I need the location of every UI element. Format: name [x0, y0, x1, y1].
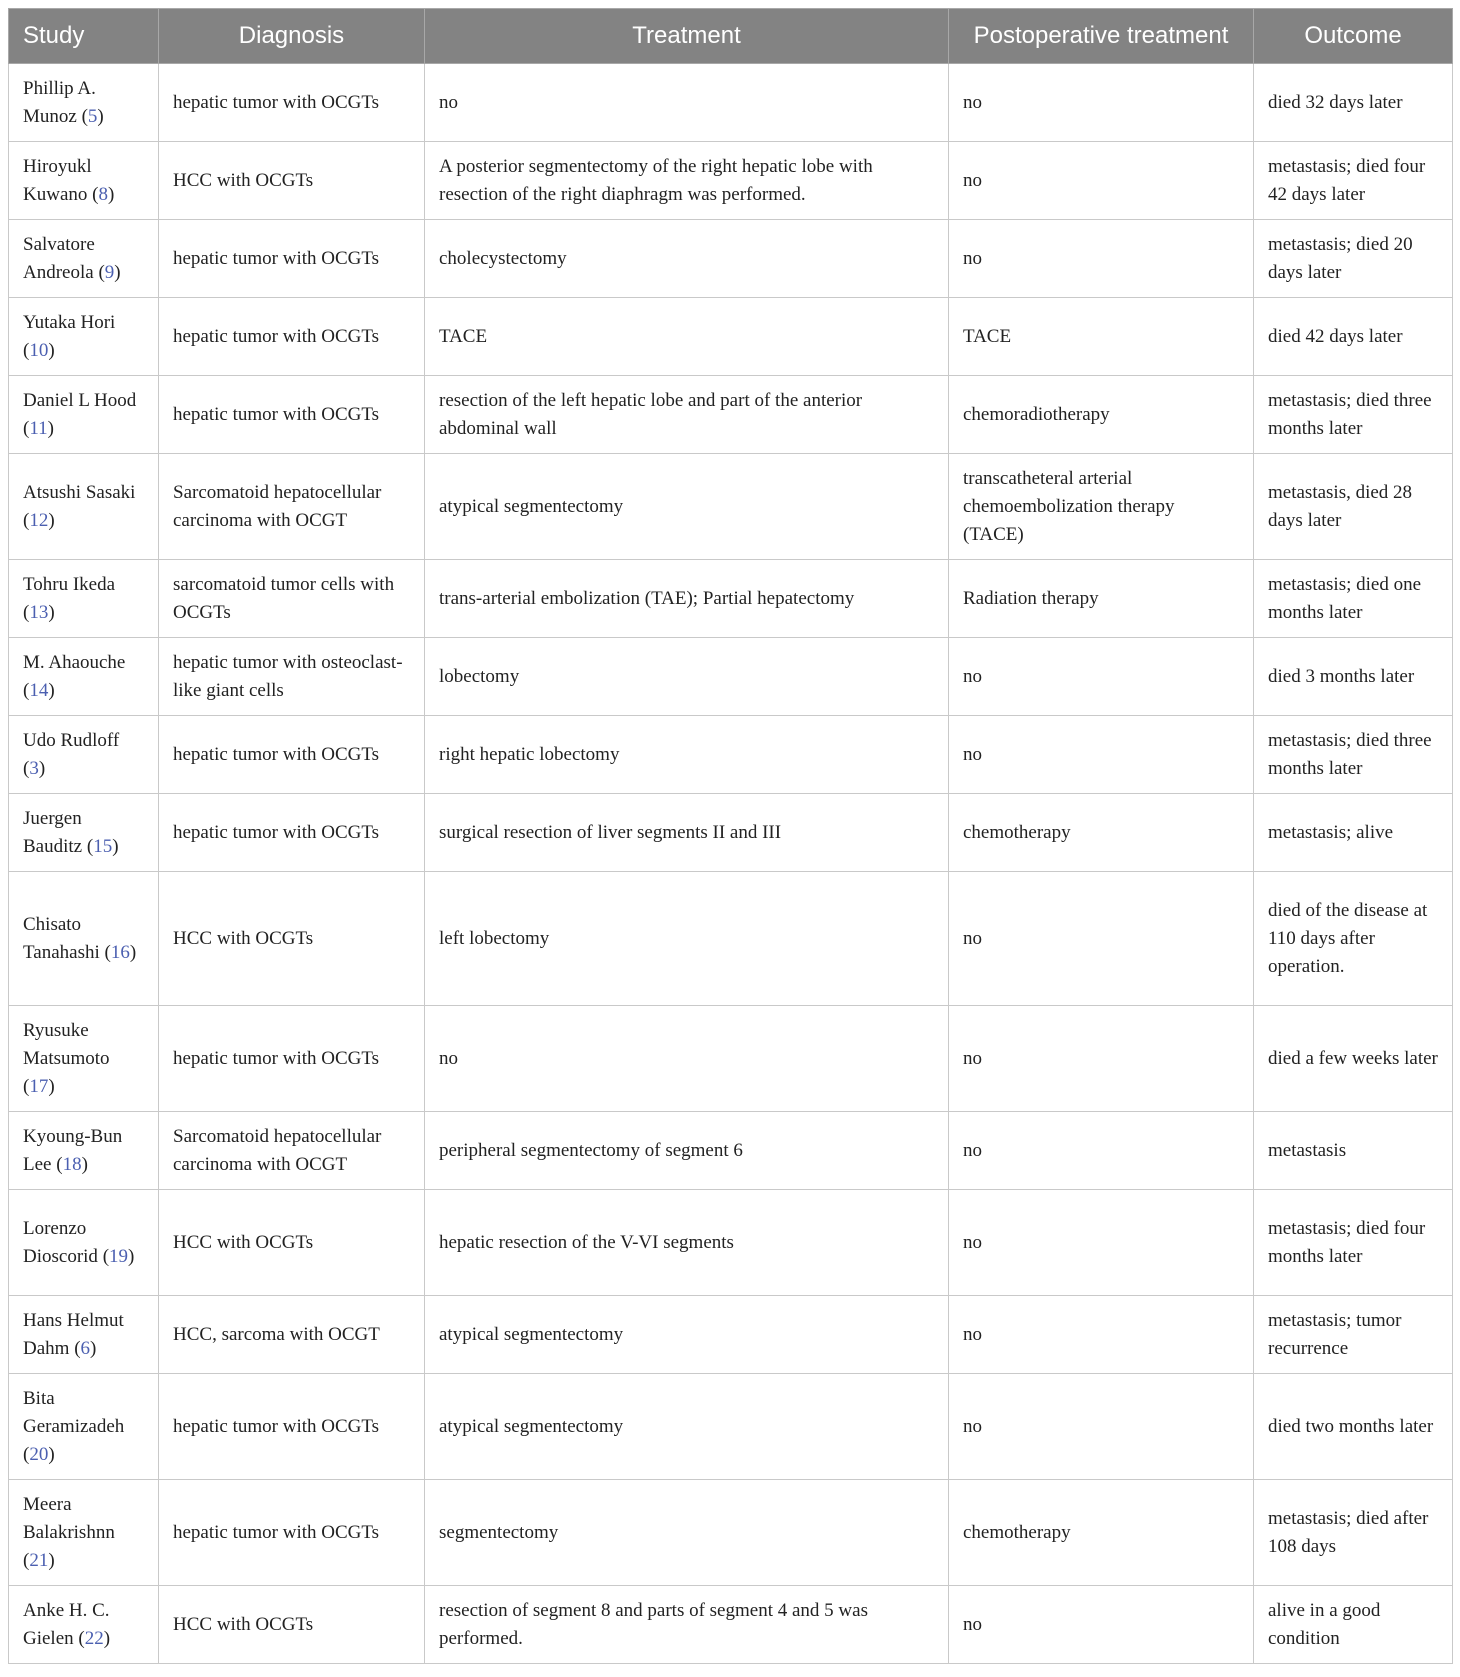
cell-postoperative-treatment: no: [949, 1296, 1254, 1374]
cell-diagnosis: hepatic tumor with OCGTs: [159, 1374, 425, 1480]
cell-diagnosis: HCC, sarcoma with OCGT: [159, 1296, 425, 1374]
cell-outcome: died two months later: [1254, 1374, 1453, 1480]
cell-treatment: atypical segmentectomy: [425, 454, 949, 560]
citation-link[interactable]: 11: [29, 417, 48, 439]
cell-study: [9, 1374, 159, 1480]
cell-study: [9, 220, 159, 298]
cell-diagnosis: hepatic tumor with osteoclast-like giant cells: [159, 638, 425, 716]
cell-diagnosis: Sarcomatoid hepatocellular carcinoma with OCGT: [159, 1112, 425, 1190]
cell-study: [9, 560, 159, 638]
table-row: [9, 454, 1453, 560]
cell-diagnosis: hepatic tumor with OCGTs: [159, 376, 425, 454]
cell-diagnosis: hepatic tumor with OCGTs: [159, 298, 425, 376]
cell-treatment: atypical segmentectomy: [425, 1296, 949, 1374]
header-postoperative-treatment: Postoperative treatment: [949, 9, 1254, 64]
cell-study: [9, 64, 159, 142]
table-row: [9, 1586, 1453, 1664]
cell-outcome: metastasis; alive: [1254, 794, 1453, 872]
citation-link[interactable]: 14: [29, 679, 49, 701]
citation: (10): [23, 339, 55, 361]
cell-postoperative-treatment: Radiation therapy: [949, 560, 1254, 638]
cell-diagnosis: HCC with OCGTs: [159, 1586, 425, 1664]
citation-link[interactable]: 13: [29, 601, 49, 623]
cell-treatment: segmentectomy: [425, 1480, 949, 1586]
citation-link[interactable]: 8: [98, 183, 108, 205]
cell-diagnosis: Sarcomatoid hepatocellular carcinoma with OCGT: [159, 454, 425, 560]
table-row: [9, 716, 1453, 794]
cell-study: [9, 1006, 159, 1112]
citation: (20): [23, 1443, 55, 1465]
citation: (15): [82, 835, 119, 857]
cell-treatment: peripheral segmentectomy of segment 6: [425, 1112, 949, 1190]
cell-postoperative-treatment: no: [949, 716, 1254, 794]
citation: (3): [23, 757, 46, 779]
table-row: [9, 142, 1453, 220]
cell-study: [9, 1190, 159, 1296]
cell-diagnosis: sarcomatoid tumor cells with OCGTs: [159, 560, 425, 638]
cell-study: [9, 1296, 159, 1374]
study-author: Tohru Ikeda: [23, 573, 116, 595]
citation: (16): [99, 941, 137, 963]
cell-study: [9, 794, 159, 872]
cell-outcome: died 42 days later: [1254, 298, 1453, 376]
cell-diagnosis: hepatic tumor with OCGTs: [159, 1006, 425, 1112]
citation-link[interactable]: 20: [29, 1443, 49, 1465]
citation: (8): [87, 183, 115, 205]
cell-outcome: died 32 days later: [1254, 64, 1453, 142]
header-row: [9, 9, 1453, 64]
cell-outcome: metastasis; died three months later: [1254, 716, 1453, 794]
cell-outcome: died a few weeks later: [1254, 1006, 1453, 1112]
table-row: [9, 1296, 1453, 1374]
citation-link[interactable]: 6: [80, 1337, 91, 1359]
cell-diagnosis: hepatic tumor with OCGTs: [159, 1480, 425, 1586]
header-treatment: Treatment: [425, 9, 949, 64]
cell-outcome: metastasis, died 28 days later: [1254, 454, 1453, 560]
cell-outcome: alive in a good condition: [1254, 1586, 1453, 1664]
table-row: [9, 794, 1453, 872]
citation: (14): [23, 679, 55, 701]
cell-treatment: lobectomy: [425, 638, 949, 716]
cell-postoperative-treatment: no: [949, 142, 1254, 220]
citation: (11): [23, 417, 54, 439]
cell-treatment: surgical resection of liver segments II and III: [425, 794, 949, 872]
cell-outcome: died of the disease at 110 days after operation.: [1254, 872, 1453, 1006]
cell-outcome: died 3 months later: [1254, 638, 1453, 716]
cell-postoperative-treatment: no: [949, 64, 1254, 142]
table-row: [9, 1480, 1453, 1586]
cell-treatment: resection of the left hepatic lobe and part of the anterior abdominal wall: [425, 376, 949, 454]
table-row: [9, 1190, 1453, 1296]
study-author: Kyoung-Bun Lee: [23, 1125, 123, 1175]
cell-diagnosis: HCC with OCGTs: [159, 142, 425, 220]
study-author: Salvatore Andreola: [23, 233, 95, 283]
cell-postoperative-treatment: chemotherapy: [949, 794, 1254, 872]
cell-study: [9, 376, 159, 454]
citation-link[interactable]: 9: [104, 261, 115, 283]
case-reports-table: [8, 8, 1453, 1664]
table-row: [9, 1374, 1453, 1480]
table-header: [9, 9, 1453, 64]
cell-diagnosis: HCC with OCGTs: [159, 1190, 425, 1296]
citation: (17): [23, 1075, 55, 1097]
table-row: [9, 1006, 1453, 1112]
cell-study: [9, 454, 159, 560]
citation-link[interactable]: 15: [93, 835, 113, 857]
study-author: Meera Balakrishnn: [23, 1493, 115, 1543]
citation: (19): [97, 1245, 135, 1267]
citation-link[interactable]: 18: [62, 1153, 82, 1175]
table-row: [9, 64, 1453, 142]
citation: (9): [93, 261, 121, 283]
cell-study: [9, 1586, 159, 1664]
cell-outcome: metastasis; died after 108 days: [1254, 1480, 1453, 1586]
citation: (12): [23, 509, 55, 531]
cell-treatment: right hepatic lobectomy: [425, 716, 949, 794]
study-author: Hiroyukl Kuwano: [23, 155, 92, 205]
citation: (5): [76, 105, 104, 127]
citation: (22): [73, 1627, 111, 1649]
citation-link[interactable]: 12: [29, 509, 49, 531]
citation-link[interactable]: 21: [29, 1549, 49, 1571]
citation: (6): [69, 1337, 97, 1359]
citation: (13): [23, 601, 55, 623]
table-row: [9, 298, 1453, 376]
cell-outcome: metastasis; tumor recurrence: [1254, 1296, 1453, 1374]
study-author: M. Ahaouche: [23, 651, 126, 673]
cell-outcome: metastasis; died four months later: [1254, 1190, 1453, 1296]
cell-postoperative-treatment: no: [949, 638, 1254, 716]
cell-study: [9, 1112, 159, 1190]
cell-postoperative-treatment: no: [949, 872, 1254, 1006]
cell-postoperative-treatment: no: [949, 1112, 1254, 1190]
study-author: Atsushi Sasaki: [23, 481, 136, 503]
cell-treatment: no: [425, 64, 949, 142]
cell-postoperative-treatment: no: [949, 1006, 1254, 1112]
cell-outcome: metastasis; died 20 days later: [1254, 220, 1453, 298]
citation: (21): [23, 1549, 55, 1571]
cell-outcome: metastasis; died four 42 days later: [1254, 142, 1453, 220]
cell-treatment: left lobectomy: [425, 872, 949, 1006]
cell-diagnosis: hepatic tumor with OCGTs: [159, 716, 425, 794]
citation-link[interactable]: 19: [109, 1245, 129, 1267]
table-row: [9, 560, 1453, 638]
table-row: [9, 376, 1453, 454]
cell-study: [9, 638, 159, 716]
cell-diagnosis: HCC with OCGTs: [159, 872, 425, 1006]
cell-outcome: metastasis; died three months later: [1254, 376, 1453, 454]
study-author: Juergen Bauditz: [23, 807, 83, 857]
cell-diagnosis: hepatic tumor with OCGTs: [159, 64, 425, 142]
citation-link[interactable]: 10: [29, 339, 49, 361]
study-author: Hans Helmut Dahm: [23, 1309, 124, 1359]
cell-treatment: atypical segmentectomy: [425, 1374, 949, 1480]
citation-link[interactable]: 17: [29, 1075, 49, 1097]
cell-study: [9, 716, 159, 794]
study-author: Lorenzo Dioscorid: [23, 1217, 98, 1267]
cell-postoperative-treatment: no: [949, 1374, 1254, 1480]
cell-treatment: hepatic resection of the V-VI segments: [425, 1190, 949, 1296]
cell-study: [9, 872, 159, 1006]
citation: (18): [51, 1153, 88, 1175]
header-outcome: Outcome: [1254, 9, 1453, 64]
study-author: Bita Geramizadeh: [23, 1387, 125, 1437]
cell-study: [9, 1480, 159, 1586]
table-row: [9, 872, 1453, 1006]
table-container: [8, 8, 1453, 1664]
cell-diagnosis: hepatic tumor with OCGTs: [159, 220, 425, 298]
cell-study: [9, 298, 159, 376]
cell-diagnosis: hepatic tumor with OCGTs: [159, 794, 425, 872]
study-author: Chisato Tanahashi: [23, 913, 100, 963]
study-author: Udo Rudloff: [23, 729, 120, 751]
cell-treatment: A posterior segmentectomy of the right hepatic lobe with resection of the right diaphragm was performed.: [425, 142, 949, 220]
cell-postoperative-treatment: chemotherapy: [949, 1480, 1254, 1586]
cell-postoperative-treatment: chemoradiotherapy: [949, 376, 1254, 454]
study-author: Yutaka Hori: [23, 311, 116, 333]
study-author: Daniel L Hood: [23, 389, 137, 411]
header-study: Study: [9, 9, 159, 64]
cell-postoperative-treatment: no: [949, 1586, 1254, 1664]
citation-link[interactable]: 22: [84, 1627, 104, 1649]
cell-outcome: metastasis; died one months later: [1254, 560, 1453, 638]
cell-treatment: resection of segment 8 and parts of segment 4 and 5 was performed.: [425, 1586, 949, 1664]
cell-postoperative-treatment: transcatheteral arterial chemoembolization therapy (TACE): [949, 454, 1254, 560]
citation-link[interactable]: 5: [87, 105, 98, 127]
cell-treatment: trans-arterial embolization (TAE); Partial hepatectomy: [425, 560, 949, 638]
header-diagnosis: Diagnosis: [159, 9, 425, 64]
cell-treatment: TACE: [425, 298, 949, 376]
cell-outcome: metastasis: [1254, 1112, 1453, 1190]
table-body: [9, 64, 1453, 1664]
study-author: Ryusuke Matsumoto: [23, 1019, 110, 1069]
table-row: [9, 1112, 1453, 1190]
table-row: [9, 220, 1453, 298]
table-row: [9, 638, 1453, 716]
cell-postoperative-treatment: TACE: [949, 298, 1254, 376]
citation-link[interactable]: 16: [110, 941, 130, 963]
citation-link[interactable]: 3: [29, 757, 39, 779]
cell-treatment: cholecystectomy: [425, 220, 949, 298]
study-author: Phillip A. Munoz: [23, 77, 96, 127]
cell-treatment: no: [425, 1006, 949, 1112]
cell-study: [9, 142, 159, 220]
study-author: Anke H. C. Gielen: [23, 1599, 110, 1649]
cell-postoperative-treatment: no: [949, 1190, 1254, 1296]
cell-postoperative-treatment: no: [949, 220, 1254, 298]
